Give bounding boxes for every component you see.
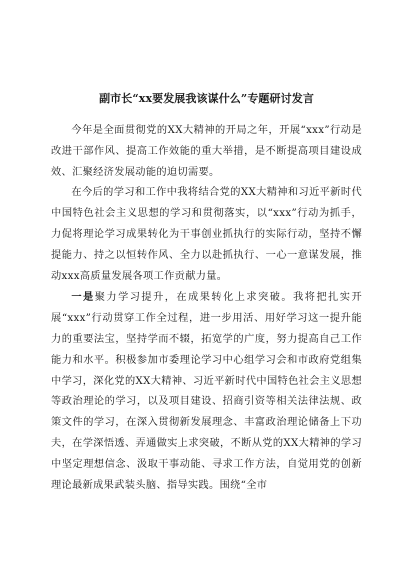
paragraph-1-text: 今年是全面贯彻党的XX大精神的开局之年，开展“xxx”行动是改进干部作风、提高工作效能的重大举措，是不断提高项目建设成效、汇聚经济发展动能的迫切需要。 bbox=[51, 125, 362, 178]
paragraph-2 bbox=[51, 183, 362, 287]
paragraph-3-lead: 一是 bbox=[71, 291, 95, 304]
paragraph-3 bbox=[51, 287, 362, 496]
paragraph-1 bbox=[51, 121, 362, 183]
paragraph-2-text: 在今后的学习和工作中我将结合党的XX大精神和习近平新时代中国特色社会主义思想的学习和贯彻落实，以“xxx”行动为抓手，力促将理论学习成果转化为干事创业抓执行的实际行动，坚持不懈提能力、持之以恒转作风、全力以赴抓执行、一心一意谋发展，推动xxx高质量发展各项工作贡献力量。 bbox=[51, 187, 362, 282]
paragraph-3-text: 聚力学习提升，在成果转化上求突破。我将把扎实开展“xxx”行动贯穿工作全过程，进一步用活、用好学习这一提升能力的重要法宝，坚持学而不辍，拓宽学的广度，努力提高自己工作能力和水平。积极参加市委理论学习中心组学习会和市政府党组集中学习，深化党的XX大精神、习近平新时代中国特色社会主义思想等政治理论的学习，以及项目建设、招商引资等相关法律法规、政策文件的学习，在深入贯彻新发展理念、丰富政治理论储备上下功夫，在学深悟透、弄通做实上求突破，不断从党的XX大精神的学习中坚定理想信念、汲取干事动能、寻求工作方法，自觉用党的创新理论最新成果武装头脑、指导实践。围绕“全市 bbox=[51, 292, 362, 491]
document-title: 副市长“xx要发展我该谋什么”专题研讨发言 bbox=[99, 92, 314, 105]
